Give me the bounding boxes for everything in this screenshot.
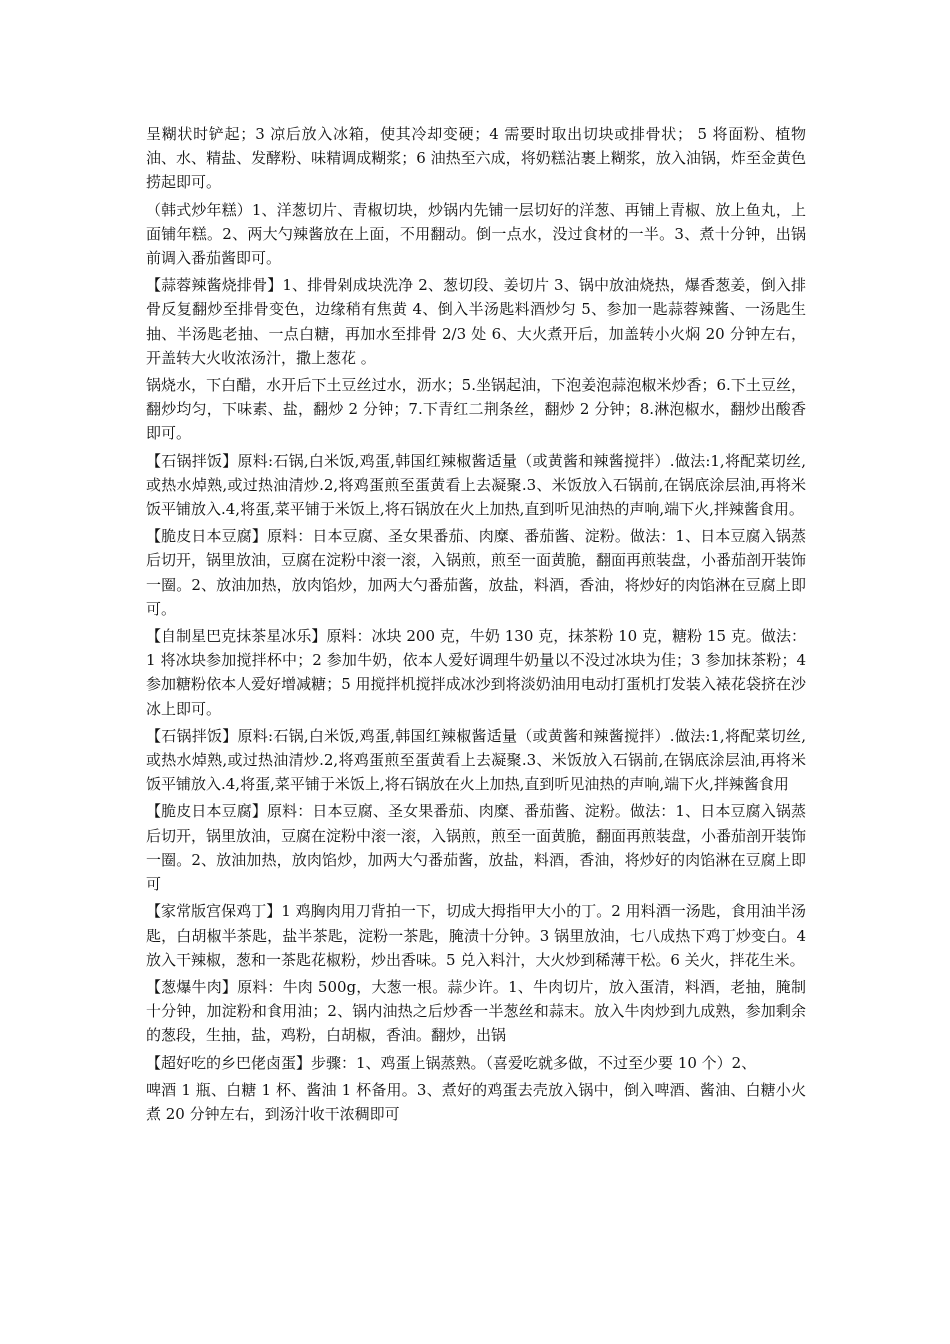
paragraph-braised-eggs-step2: 啤酒 1 瓶、白糖 1 杯、酱油 1 杯备用。3、煮好的鸡蛋去壳放入锅中，倒入啤酒、酱油、白糖小火煮 20 分钟左右，到汤汁收干浓稠即可 (146, 1080, 806, 1123)
paragraph-bibimbap-repeat: 【石锅拌饭】原料:石锅,白米饭,鸡蛋,韩国红辣椒酱适量（或黄酱和辣酱搅拌）.做法:1,将配菜切丝,或热水焯熟,或过热油清炒.2,将鸡蛋煎至蛋黄看上去凝聚.3、米饭放入石锅前,在锅底涂层油,再将米饭平铺放入.4,将蛋,菜平铺于米饭上,将石锅放在火上加热,直到听见油热的声响,端下火,拌辣酱食用 (146, 726, 806, 794)
paragraph-crispy-japanese-tofu-repeat: 【脆皮日本豆腐】原料：日本豆腐、圣女果番茄、肉糜、番茄酱、淀粉。做法：1、日本豆腐入锅蒸后切开，锅里放油，豆腐在淀粉中滚一滚，入锅煎，煎至一面黄脆，翻面再煎装盘，小番茄剖开装饰一圈。2、放油加热，放肉馅炒，加两大勺番茄酱，放盐，料酒，香油，将炒好的肉馅淋在豆腐上即可 (146, 802, 807, 894)
paragraph-korean-rice-cake: （韩式炒年糕）1、洋葱切片、青椒切块，炒锅内先铺一层切好的洋葱、再铺上青椒、放上鱼丸，上面铺年糕。2、两大勺辣酱放在上面，不用翻动。倒一点水，没过食材的一半。3、煮十分钟，出锅前调入番茄酱即可。 (146, 200, 806, 268)
paragraph-braised-eggs-step1: 【超好吃的乡巴佬卤蛋】步骤：1、鸡蛋上锅蒸熟。（喜爱吃就多做，不过至少要 10 个）2、 (146, 1053, 757, 1072)
paragraph-bibimbap: 【石锅拌饭】原料:石锅,白米饭,鸡蛋,韩国红辣椒酱适量（或黄酱和辣酱搅拌）.做法:1,将配菜切丝,或热水焯熟,或过热油清炒.2,将鸡蛋煎至蛋黄看上去凝聚.3、米饭放入石锅前,在锅底涂层油,再将米饭平铺放入.4,将蛋,菜平铺于米饭上,将石锅放在火上加热,直到听见油热的声响,端下火,拌辣酱食用。 (146, 451, 806, 519)
paragraph-scallion-beef: 【葱爆牛肉】原料：牛肉 500g，大葱一根。蒜少许。1、牛肉切片，放入蛋清，料酒，老抽，腌制十分钟，加淀粉和食用油；2、锅内油热之后炒香一半葱丝和蒜末。放入牛肉炒到九成熟，参加剩余的葱段，生抽，盐，鸡粉，白胡椒，香油。翻炒，出锅 (146, 977, 806, 1045)
paragraph-fried-milk-cake: 呈糊状时铲起；3 凉后放入冰箱，使其冷却变硬；4 需要时取出切块或排骨状； 5 将面粉、植物油、水、精盐、发酵粉、味精调成糊浆；6 油热至六成，将奶糕沾裹上糊浆，放入油锅，炸至金黄色捞起即可。 (146, 125, 806, 192)
paragraph-matcha-frappuccino: 【自制星巴克抹茶星冰乐】原料：冰块 200 克，牛奶 130 克，抹茶粉 10 克，糖粉 15 克。做法：1 将冰块参加搅拌杯中；2 参加牛奶，依本人爱好调理牛奶量以不没过冰块为佳；3 参加抹茶粉；4 参加糖粉依本人爱好增减糖；5 用搅拌机搅拌成冰沙到将淡奶油用电动打蛋机打发装入裱花袋挤在沙冰上即可。 (146, 627, 806, 718)
paragraph-crispy-japanese-tofu: 【脆皮日本豆腐】原料：日本豆腐、圣女果番茄、肉糜、番茄酱、淀粉。做法：1、日本豆腐入锅蒸后切开，锅里放油，豆腐在淀粉中滚一滚，入锅煎，煎至一面黄脆，翻面再煎装盘，小番茄剖开装饰一圈。2、放油加热，放肉馅炒，加两大勺番茄酱，放盐，料酒，香油，将炒好的肉馅淋在豆腐上即可。 (146, 527, 807, 618)
paragraph-sour-potato-shreds: 锅烧水，下白醋，水开后下土豆丝过水，沥水；5.坐锅起油，下泡姜泡蒜泡椒米炒香；6.下土豆丝，翻炒均匀，下味素、盐，翻炒 2 分钟；7.下青红二荆条丝，翻炒 2 分钟；8.淋泡椒水，翻炒出酸香即可。 (146, 376, 806, 443)
paragraph-garlic-chili-ribs: 【蒜蓉辣酱烧排骨】1、排骨剁成块洗净 2、葱切段、姜切片 3、锅中放油烧热，爆香葱姜，倒入排骨反复翻炒至排骨变色，边缘稍有焦黄 4、倒入半汤匙料酒炒匀 5、参加一匙蒜蓉辣酱、一汤匙生抽、半汤匙老抽、一点白糖，再加水至排骨 2/3 处 6、大火煮开后，加盖转小火焖 20 分钟左右，开盖转大火收浓汤汁，撒上葱花 。 (146, 276, 806, 367)
paragraph-kung-pao-chicken: 【家常版宫保鸡丁】1 鸡胸肉用刀背拍一下，切成大拇指甲大小的丁。2 用料酒一汤匙，食用油半汤匙，白胡椒半茶匙，盐半茶匙，淀粉一茶匙，腌渍十分钟。3 锅里放油，七八成热下鸡丁炒变白。4 放入干辣椒，葱和一茶匙花椒粉，炒出香味。5 兑入料汁，大火炒到稀薄干松。6 关火，拌花生米。 (146, 902, 806, 969)
document-body (146, 122, 806, 1126)
